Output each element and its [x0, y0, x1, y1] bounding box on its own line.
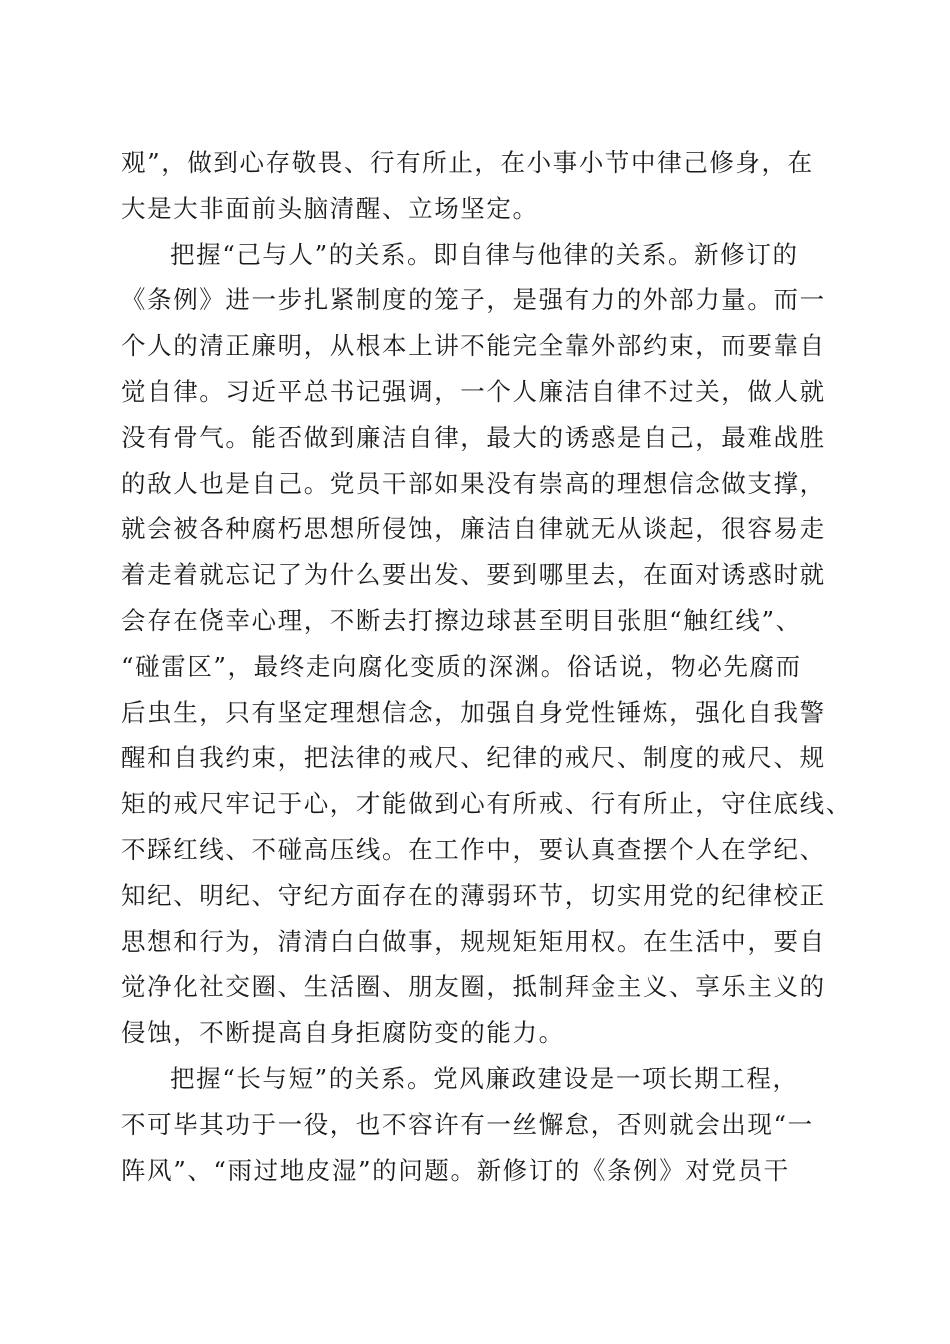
text-line: 把握“长与短”的关系。党风廉政建设是一项长期工程， — [170, 1063, 799, 1093]
text-line: 觉净化社交圈、生活圈、朋友圈，抵制拜金主义、享乐主义的 — [121, 972, 826, 1002]
text-line: 把握“己与人”的关系。即自律与他律的关系。新修订的 — [170, 239, 799, 269]
text-line: 的敌人也是自己。党员干部如果没有崇高的理想信念做支撑， — [121, 468, 826, 498]
text-line: 知纪、明纪、守纪方面存在的薄弱环节，切实用党的纪律校正 — [121, 880, 826, 910]
text-line: 大是大非面前头脑清醒、立场坚定。 — [121, 193, 539, 223]
text-line: 会存在侥幸心理，不断去打擦边球甚至明目张胆“触红线”、 — [121, 605, 802, 635]
text-line: 个人的清正廉明，从根本上讲不能完全靠外部约束，而要靠自 — [121, 331, 826, 361]
text-line: 观”，做到心存敬畏、行有所止，在小事小节中律己修身，在 — [121, 148, 814, 177]
document-body — [121, 140, 852, 1193]
text-line: 侵蚀，不断提高自身拒腐防变的能力。 — [121, 1018, 565, 1048]
text-line: 没有骨气。能否做到廉洁自律，最大的诱惑是自己，最难战胜 — [121, 422, 826, 452]
text-line: 矩的戒尺牢记于心，才能做到心有所戒、行有所止，守住底线、 — [121, 789, 852, 819]
text-line: 就会被各种腐朽思想所侵蚀，廉洁自律就无从谈起，很容易走 — [121, 514, 826, 544]
text-line: 醒和自我约束，把法律的戒尺、纪律的戒尺、制度的戒尺、规 — [121, 743, 826, 773]
text-line: 着走着就忘记了为什么要出发、要到哪里去，在面对诱惑时就 — [121, 560, 826, 590]
text-line: 不可毕其功于一役，也不容许有一丝懈怠，否则就会出现“一 — [121, 1109, 814, 1139]
text-line: 觉自律。习近平总书记强调，一个人廉洁自律不过关，做人就 — [121, 376, 826, 406]
text-line: 阵风”、“雨过地皮湿”的问题。新修订的《条例》对党员干 — [121, 1155, 790, 1185]
text-line: 思想和行为，清清白白做事，规规矩矩用权。在生活中，要自 — [121, 926, 826, 956]
text-line: 后虫生，只有坚定理想信念，加强自身党性锤炼，强化自我警 — [121, 697, 826, 727]
text-line: 不踩红线、不碰高压线。在工作中，要认真查摆个人在学纪、 — [121, 834, 826, 864]
text-line: 《条例》进一步扎紧制度的笼子，是强有力的外部力量。而一 — [121, 285, 826, 315]
text-line: “碰雷区”，最终走向腐化变质的深渊。俗话说，物必先腐而 — [121, 651, 802, 681]
